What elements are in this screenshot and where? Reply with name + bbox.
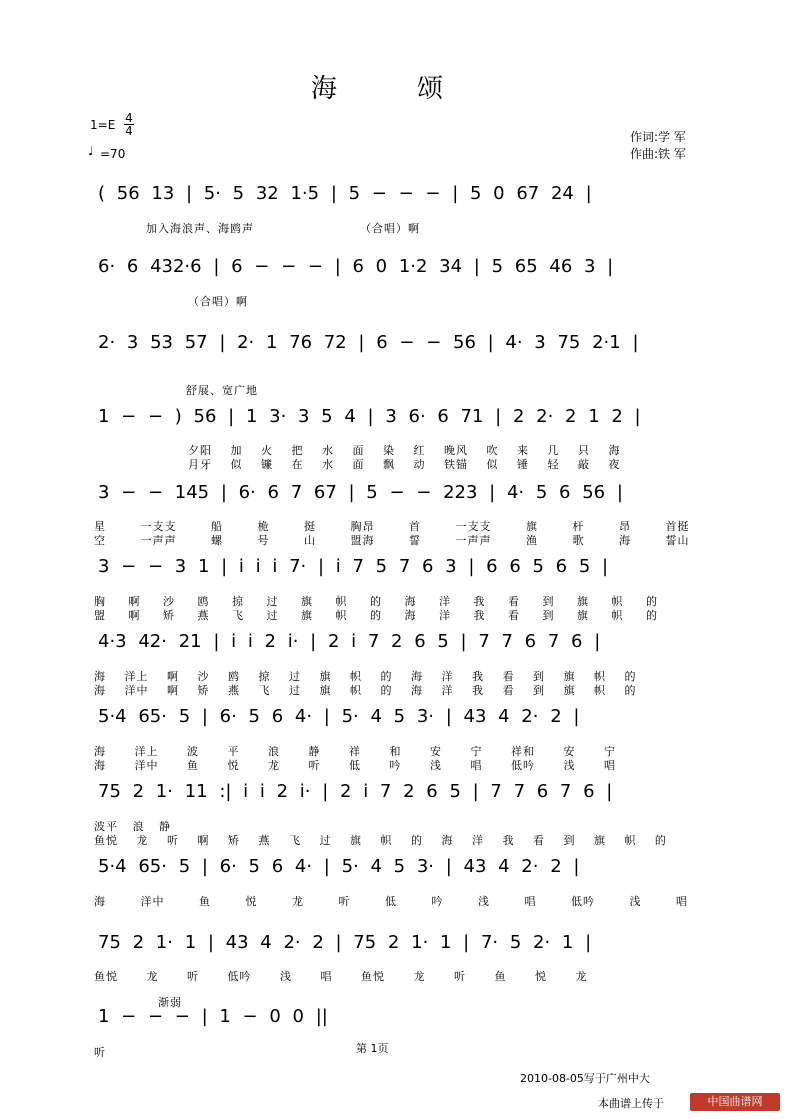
page-title: 海 颂 — [310, 74, 480, 104]
score-row-9: 75 2 1· 11 :| i i 2 i· | 2 i 7 2 6 5 | 7 7 6 7 6 | — [98, 781, 613, 802]
lyric-line-2: （合唱）啊 — [188, 295, 248, 308]
score-row-4: 1 − − ) 56 | 1 3· 3 5 4 | 3 6· 6 71 | 2 2· 2 1 2 | — [98, 406, 641, 427]
lyric-line-9b: 鱼悦 龙 听 啊 矫 燕 飞 过 旗 帜 的 海 洋 我 看 到 旗 帜 的 — [94, 834, 667, 847]
lyric-line-6b: 盟 啊 矫 燕 飞 过 旗 帜 的 海 洋 我 看 到 旗 帜 的 — [94, 609, 658, 622]
score-row-1: ( 56 13 | 5· 5 32 1·5 | 5 − − − | 5 0 67 24 | — [98, 183, 592, 204]
score-row-6: 3 − − 3 1 | i i i 7· | i 7 5 7 6 3 | 6 6 5 6 5 | — [98, 556, 609, 577]
score-row-11: 75 2 1· 1 | 43 4 2· 2 | 75 2 1· 1 | 7· 5 2· 1 | — [98, 932, 592, 953]
lyric-line-8a: 海 洋上 波 平 浪 静 祥 和 安 宁 祥和 安 宁 — [94, 745, 616, 758]
quarter-note-icon: ♩ — [88, 144, 94, 158]
score-row-8: 5·4 65· 5 | 6· 5 6 4· | 5· 4 5 3· | 43 4 2· 2 | — [98, 706, 580, 727]
lyric-line-5b: 空 一声声 螺 号 山 盟海 誓 一声声 渔 歌 海 誓山 — [94, 534, 690, 547]
lyric-line-1: 加入海浪声、海鸥声 — [146, 222, 254, 235]
lyric-line-9a: 波平 浪 静 — [94, 820, 171, 833]
dynamic-marking: 渐弱 — [158, 996, 182, 1009]
lyric-line-7b: 海 洋中 啊 矫 燕 飞 过 旗 帜 的 海 洋 我 看 到 旗 帜 的 — [94, 684, 637, 697]
score-row-3: 2· 3 53 57 | 2· 1 76 72 | 6 − − 56 | 4· 3 75 2·1 | — [98, 332, 639, 353]
time-sig-top: 4 — [125, 111, 133, 125]
score-row-10: 5·4 65· 5 | 6· 5 6 4· | 5· 4 5 3· | 43 4 2· 2 | — [98, 856, 580, 877]
lyric-line-8b: 海 洋中 鱼 悦 龙 听 低 吟 浅 唱 低吟 浅 唱 — [94, 759, 616, 772]
lyric-line-5a: 星 一支支 船 桅 挺 胸昂 首 一支支 旗 杆 昂 首挺 — [94, 520, 690, 533]
lyricist: 作词:学 军 — [630, 130, 686, 144]
lyric-line-7a: 海 洋上 啊 沙 鸥 掠 过 旗 帜 的 海 洋 我 看 到 旗 帜 的 — [94, 670, 637, 683]
key-signature: 1=E — [90, 118, 116, 132]
score-row-7: 4·3 42· 21 | i i 2 i· | 2 i 7 2 6 5 | 7 7 6 7 6 | — [98, 631, 601, 652]
upload-note: 本曲谱上传于 — [598, 1097, 664, 1110]
lyric-line-6a: 胸 啊 沙 鸥 掠 过 旗 帜 的 海 洋 我 看 到 旗 帜 的 — [94, 595, 658, 608]
lyric-line-11: 鱼悦 龙 听 低吟 浅 唱 鱼悦 龙 听 鱼 悦 龙 — [94, 970, 588, 983]
time-sig-bottom: 4 — [125, 124, 133, 138]
time-signature — [124, 112, 134, 137]
page-number: 第 1页 — [356, 1042, 389, 1055]
composer: 作曲:铁 军 — [630, 147, 686, 161]
score-row-5: 3 − − 145 | 6· 6 7 67 | 5 − − 223 | 4· 5 6 56 | — [98, 482, 623, 503]
lyric-line-4a: 夕阳 加 火 把 水 面 染 红 晚风 吹 来 几 只 海 — [188, 444, 621, 457]
site-logo: 中国曲谱网 — [690, 1093, 780, 1111]
lyric-line-4b: 月牙 似 镰 在 水 面 飘 动 铁锚 似 锤 轻 敲 夜 — [188, 458, 621, 471]
written-note: 2010-08-05写于广州中大 — [520, 1072, 650, 1085]
lyric-line-10: 海 洋中 鱼 悦 龙 听 低 吟 浅 唱 低吟 浅 唱 — [94, 895, 688, 908]
lyric-line-1b: （合唱）啊 — [360, 222, 420, 235]
score-row-12: 1 − − − | 1 − 0 0 || — [98, 1006, 328, 1027]
tempo: =70 — [100, 147, 126, 161]
score-row-2: 6· 6 432·6 | 6 − − − | 6 0 1·2 34 | 5 65 46 3 | — [98, 256, 614, 277]
lyric-line-12: 听 — [94, 1046, 106, 1059]
lyric-line-3: 舒展、宽广地 — [186, 384, 258, 397]
